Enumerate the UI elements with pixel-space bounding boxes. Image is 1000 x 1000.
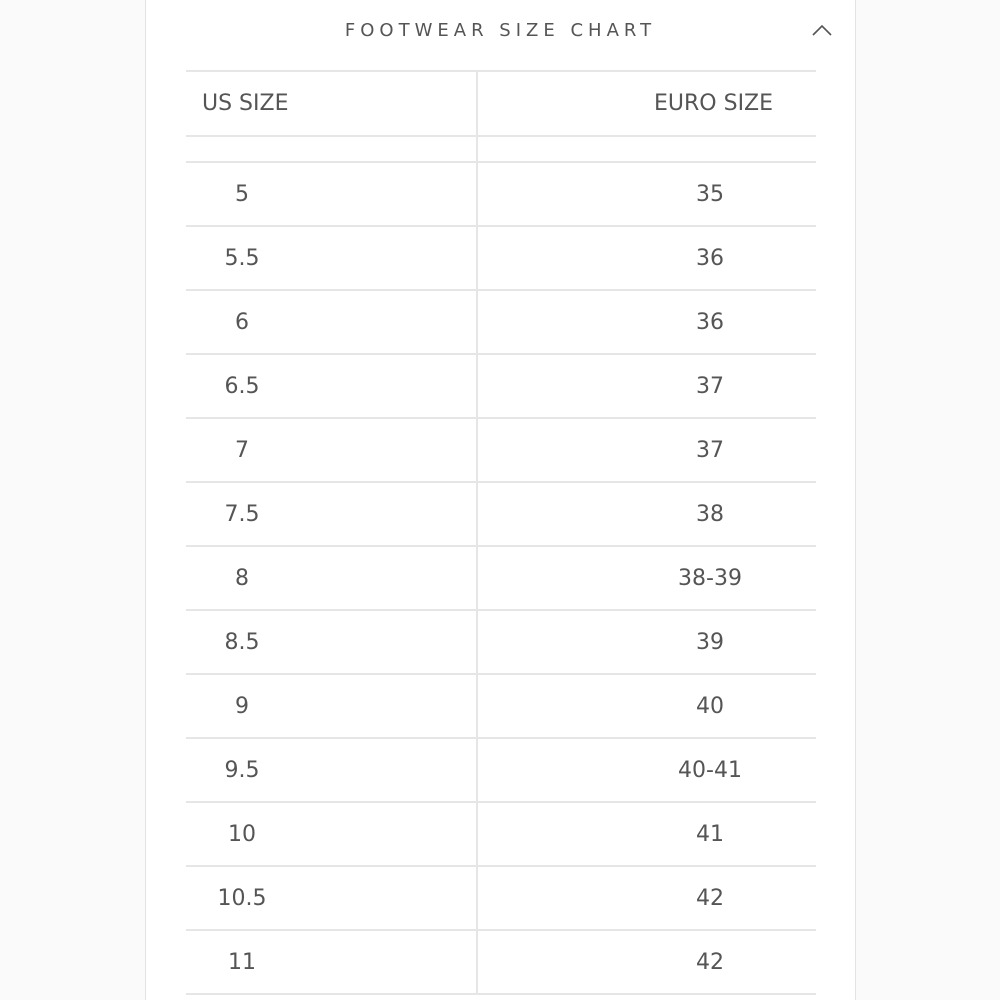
- table-row: [186, 867, 816, 931]
- table-row: [186, 739, 816, 803]
- euro-size-cell: 42: [696, 949, 724, 975]
- column-divider: [476, 931, 478, 993]
- table-header-row: [186, 72, 816, 137]
- table-row: [186, 803, 816, 867]
- column-header-us-size: US SIZE: [202, 91, 289, 116]
- column-divider: [476, 72, 478, 135]
- us-size-cell: 7.5: [224, 501, 260, 527]
- size-chart-title: FOOTWEAR SIZE CHART: [344, 20, 657, 41]
- us-size-cell: 9.5: [224, 757, 260, 783]
- euro-size-cell: 37: [696, 373, 724, 399]
- euro-size-cell: 40: [696, 693, 724, 719]
- table-spacer-row: [186, 137, 816, 163]
- size-chart-panel: [145, 0, 856, 1000]
- table-row: [186, 547, 816, 611]
- us-size-cell: 9: [235, 693, 249, 719]
- euro-size-cell: 38: [696, 501, 724, 527]
- us-size-cell: 10: [228, 821, 256, 847]
- table-row: [186, 483, 816, 547]
- us-size-cell: 5.5: [224, 245, 260, 271]
- column-divider: [476, 867, 478, 929]
- column-divider: [476, 675, 478, 737]
- us-size-cell: 8.5: [224, 629, 260, 655]
- table-row: [186, 355, 816, 419]
- euro-size-cell: 37: [696, 437, 724, 463]
- column-divider: [476, 739, 478, 801]
- euro-size-cell: 41: [696, 821, 724, 847]
- table-row: [186, 291, 816, 355]
- us-size-cell: 7: [235, 437, 249, 463]
- euro-size-cell: 35: [696, 181, 724, 207]
- euro-size-cell: 42: [696, 885, 724, 911]
- table-row: [186, 675, 816, 739]
- us-size-cell: 8: [235, 565, 249, 591]
- us-size-cell: 11: [228, 949, 256, 975]
- chevron-up-icon[interactable]: [809, 20, 835, 42]
- euro-size-cell: 40-41: [678, 757, 742, 783]
- size-chart-header[interactable]: [146, 0, 855, 62]
- table-row: [186, 227, 816, 291]
- column-divider: [476, 163, 478, 225]
- column-divider: [476, 137, 478, 161]
- column-divider: [476, 227, 478, 289]
- euro-size-cell: 38-39: [678, 565, 742, 591]
- column-divider: [476, 483, 478, 545]
- column-divider: [476, 547, 478, 609]
- table-row: [186, 611, 816, 675]
- column-header-euro-size: EURO SIZE: [654, 91, 774, 116]
- us-size-cell: 6.5: [224, 373, 260, 399]
- table-row: [186, 163, 816, 227]
- column-divider: [476, 355, 478, 417]
- euro-size-cell: 39: [696, 629, 724, 655]
- euro-size-cell: 36: [696, 245, 724, 271]
- us-size-cell: 6: [235, 309, 249, 335]
- euro-size-cell: 36: [696, 309, 724, 335]
- column-divider: [476, 611, 478, 673]
- table-row: [186, 931, 816, 995]
- us-size-cell: 5: [235, 181, 249, 207]
- table-row: [186, 419, 816, 483]
- column-divider: [476, 803, 478, 865]
- us-size-cell: 10.5: [217, 885, 267, 911]
- column-divider: [476, 291, 478, 353]
- size-table: [186, 70, 816, 995]
- column-divider: [476, 419, 478, 481]
